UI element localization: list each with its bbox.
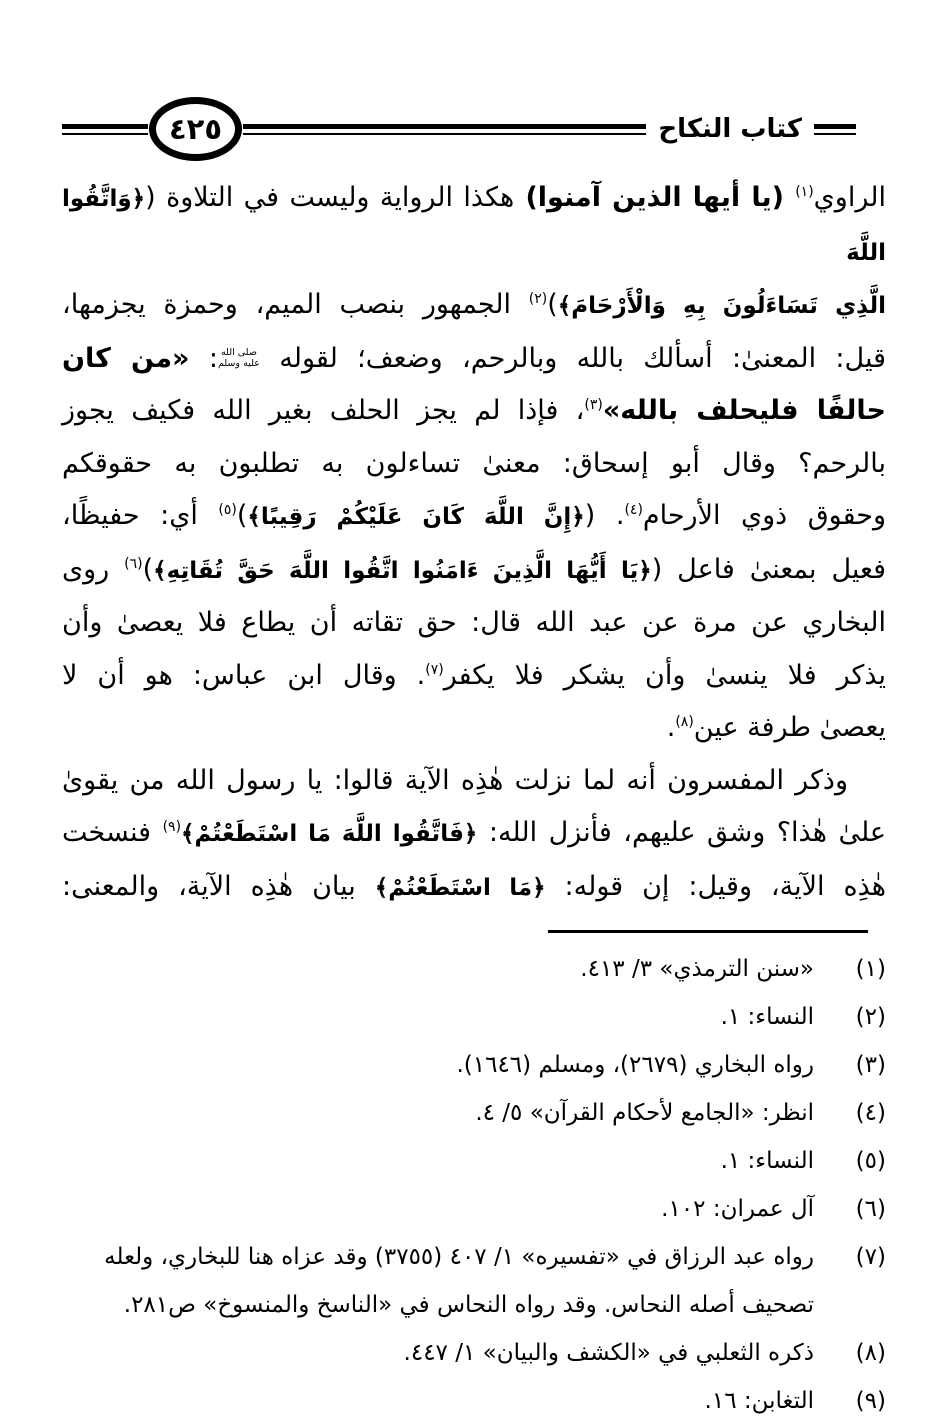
- footnote-ref: (٨): [675, 714, 694, 730]
- footnote-ref: (٦): [124, 555, 143, 572]
- footnote-text: التغابن: ١٦.: [704, 1388, 814, 1414]
- footnote-text: رواه عبد الرزاق في «تفسيره» ١/ ٤٠٧ (٣٧٥٥) وقد عزاه هنا للبخاري، ولعله تصحيف أصله النحاس. وقد رواه النحاس في «الناسخ والمنسوخ» ص٢٨١.: [104, 1244, 814, 1318]
- footnote-text: رواه البخاري (٢٦٧٩)، ومسلم (١٦٤٦).: [456, 1052, 814, 1078]
- footnote-ref: (٢): [528, 291, 548, 307]
- text-run: روى: [62, 553, 125, 585]
- text-run: بالرحم؟ وقال أبو إسحاق: معنىٰ تساءلون به تطلبون به حقوقكم: [62, 447, 886, 479]
- text-run: يعصىٰ طرفة عين: [693, 712, 886, 743]
- text-run: يذكر فلا ينسىٰ وأن يشكر فلا يكفر: [443, 659, 887, 691]
- text-run: :: [189, 342, 218, 374]
- body-paragraph: [62, 755, 886, 915]
- body-line: [62, 702, 886, 755]
- page-number: ٤٢٥: [168, 112, 223, 146]
- body-line: [62, 597, 886, 650]
- quran-verse: ﴿مَا اسْتَطَعْتُمْ﴾: [374, 874, 546, 901]
- footnote-item: [62, 1089, 886, 1137]
- body-line: [62, 438, 886, 491]
- footnote-number: (١): [855, 956, 886, 982]
- text-run: ): [236, 500, 248, 531]
- text-run: ): [142, 553, 154, 585]
- footnotes-list: [62, 945, 886, 1425]
- footnote-item: [62, 1041, 886, 1089]
- footnote-item: [62, 1233, 886, 1329]
- body-line: [62, 544, 886, 598]
- text-run: البخاري عن مرة عن عبد الله قال: حق تقاته أن يطاع فلا يعصىٰ وأن: [62, 607, 886, 638]
- text-run: الراوي: [813, 182, 886, 213]
- footnote-number: (٥): [855, 1148, 886, 1174]
- text-run: هكذا الرواية وليست في التلاوة (: [145, 182, 515, 213]
- text-run: علىٰ هٰذا؟ وشق عليهم، فأنزل الله:: [477, 817, 886, 848]
- body-paragraph: [62, 172, 886, 755]
- body-line: [62, 279, 886, 333]
- quran-verse: ﴿إِنَّ اللَّهَ كَانَ عَلَيْكُمْ رَقِيبًا﴾: [247, 504, 585, 530]
- page-number-badge: [149, 97, 242, 161]
- footnote-item: [62, 1185, 886, 1233]
- footnote-ref: (٣): [584, 397, 603, 413]
- body-line: [62, 650, 886, 703]
- footnote-text: «سنن الترمذي» ٣/ ٤١٣.: [580, 956, 814, 982]
- body-line: [62, 807, 886, 861]
- footnote-item: [62, 945, 886, 993]
- text-run: . وقال ابن عباس: هو أن لا: [62, 659, 426, 691]
- footnote-text: انظر: «الجامع لأحكام القرآن» ٥/ ٤.: [475, 1100, 814, 1126]
- text-run: أي: حفيظًا،: [62, 500, 219, 531]
- text-run: . (: [584, 500, 625, 531]
- body-text: [62, 172, 886, 914]
- header-rule-left: [62, 124, 148, 135]
- footnote-number: (٤): [855, 1100, 886, 1126]
- quran-verse: ﴿يَا أَيُّهَا الَّذِينَ ءَامَنُوا اتَّقُوا اللَّهَ حَقَّ تُقَاتِهِ﴾: [153, 557, 652, 584]
- footnote-separator: [548, 930, 868, 933]
- text-run: بيان هٰذِه الآية، والمعنى:: [62, 870, 375, 902]
- footnote-item: [62, 1329, 886, 1377]
- header-rule-middle: [243, 124, 646, 135]
- honorific-saw: صلى الله عليه وسلم: [217, 347, 260, 369]
- footnote-item: [62, 993, 886, 1041]
- text-run: فنسخت: [62, 817, 163, 848]
- quran-verse: ﴿وَاتَّقُوا اللَّهَ: [62, 186, 886, 266]
- text-run: فعيل بمعنىٰ فاعل (: [651, 553, 886, 585]
- footnote-text: النساء: ١.: [720, 1004, 814, 1030]
- footnote-item: [62, 1377, 886, 1425]
- text-run: .: [666, 712, 676, 743]
- text-run: قيل: المعنىٰ: أسألك بالله وبالرحم، وضعف؛ لقوله: [259, 342, 887, 374]
- text-run: ): [547, 289, 558, 320]
- text-run: ، فإذا لم يجز الحلف بغير الله فكيف يجوز: [62, 395, 585, 426]
- footnote-number: (٧): [855, 1244, 886, 1270]
- footnote-number: (٨): [855, 1340, 886, 1366]
- text-run: وحقوق ذوي الأرحام: [642, 500, 887, 531]
- quran-verse: ﴿فَاتَّقُوا اللَّهَ مَا اسْتَطَعْتُمْ﴾: [181, 821, 478, 847]
- header-rule-right: [814, 124, 856, 135]
- text-run: هٰذِه الآية، وقيل: إن قوله:: [545, 870, 886, 902]
- body-line: [62, 755, 886, 808]
- footnote-item: [62, 1137, 886, 1185]
- chapter-title: كتاب النكاح: [658, 114, 802, 144]
- body-line: [62, 861, 886, 915]
- footnote-number: (٣): [855, 1052, 886, 1078]
- body-line: [62, 333, 886, 386]
- body-line: [62, 490, 886, 544]
- body-line: [62, 172, 886, 279]
- footnote-ref: (١): [795, 184, 814, 200]
- footnote-text: آل عمران: ١٠٢.: [661, 1196, 814, 1222]
- footnote-text: ذكره الثعلبي في «الكشف والبيان» ١/ ٤٤٧.: [403, 1340, 814, 1366]
- footnote-number: (٩): [855, 1388, 886, 1414]
- footnote-number: (٦): [855, 1196, 886, 1222]
- page-header: [62, 96, 886, 162]
- quran-verse: الَّذِي تَسَاءَلُونَ بِهِ وَالْأَرْحَامَ﴾: [557, 293, 886, 319]
- footnote-ref: (٩): [162, 819, 182, 835]
- bold-text: «من كان: [62, 342, 190, 374]
- footnote-ref: (٤): [624, 502, 643, 518]
- footnote-text: النساء: ١.: [720, 1148, 814, 1174]
- bold-text: (يا أيها الذين آمنوا): [514, 182, 796, 213]
- body-line: [62, 385, 886, 438]
- text-run: الجمهور بنصب الميم، وحمزة يجزمها،: [62, 289, 529, 320]
- footnote-ref: (٥): [218, 502, 237, 518]
- footnote-number: (٢): [855, 1004, 886, 1030]
- bold-text: حالفًا فليحلف بالله»: [602, 395, 886, 426]
- footnote-ref: (٧): [425, 661, 444, 678]
- text-run: وذكر المفسرون أنه لما نزلت هٰذِه الآية قالوا: يا رسول الله من يقوىٰ: [62, 764, 848, 796]
